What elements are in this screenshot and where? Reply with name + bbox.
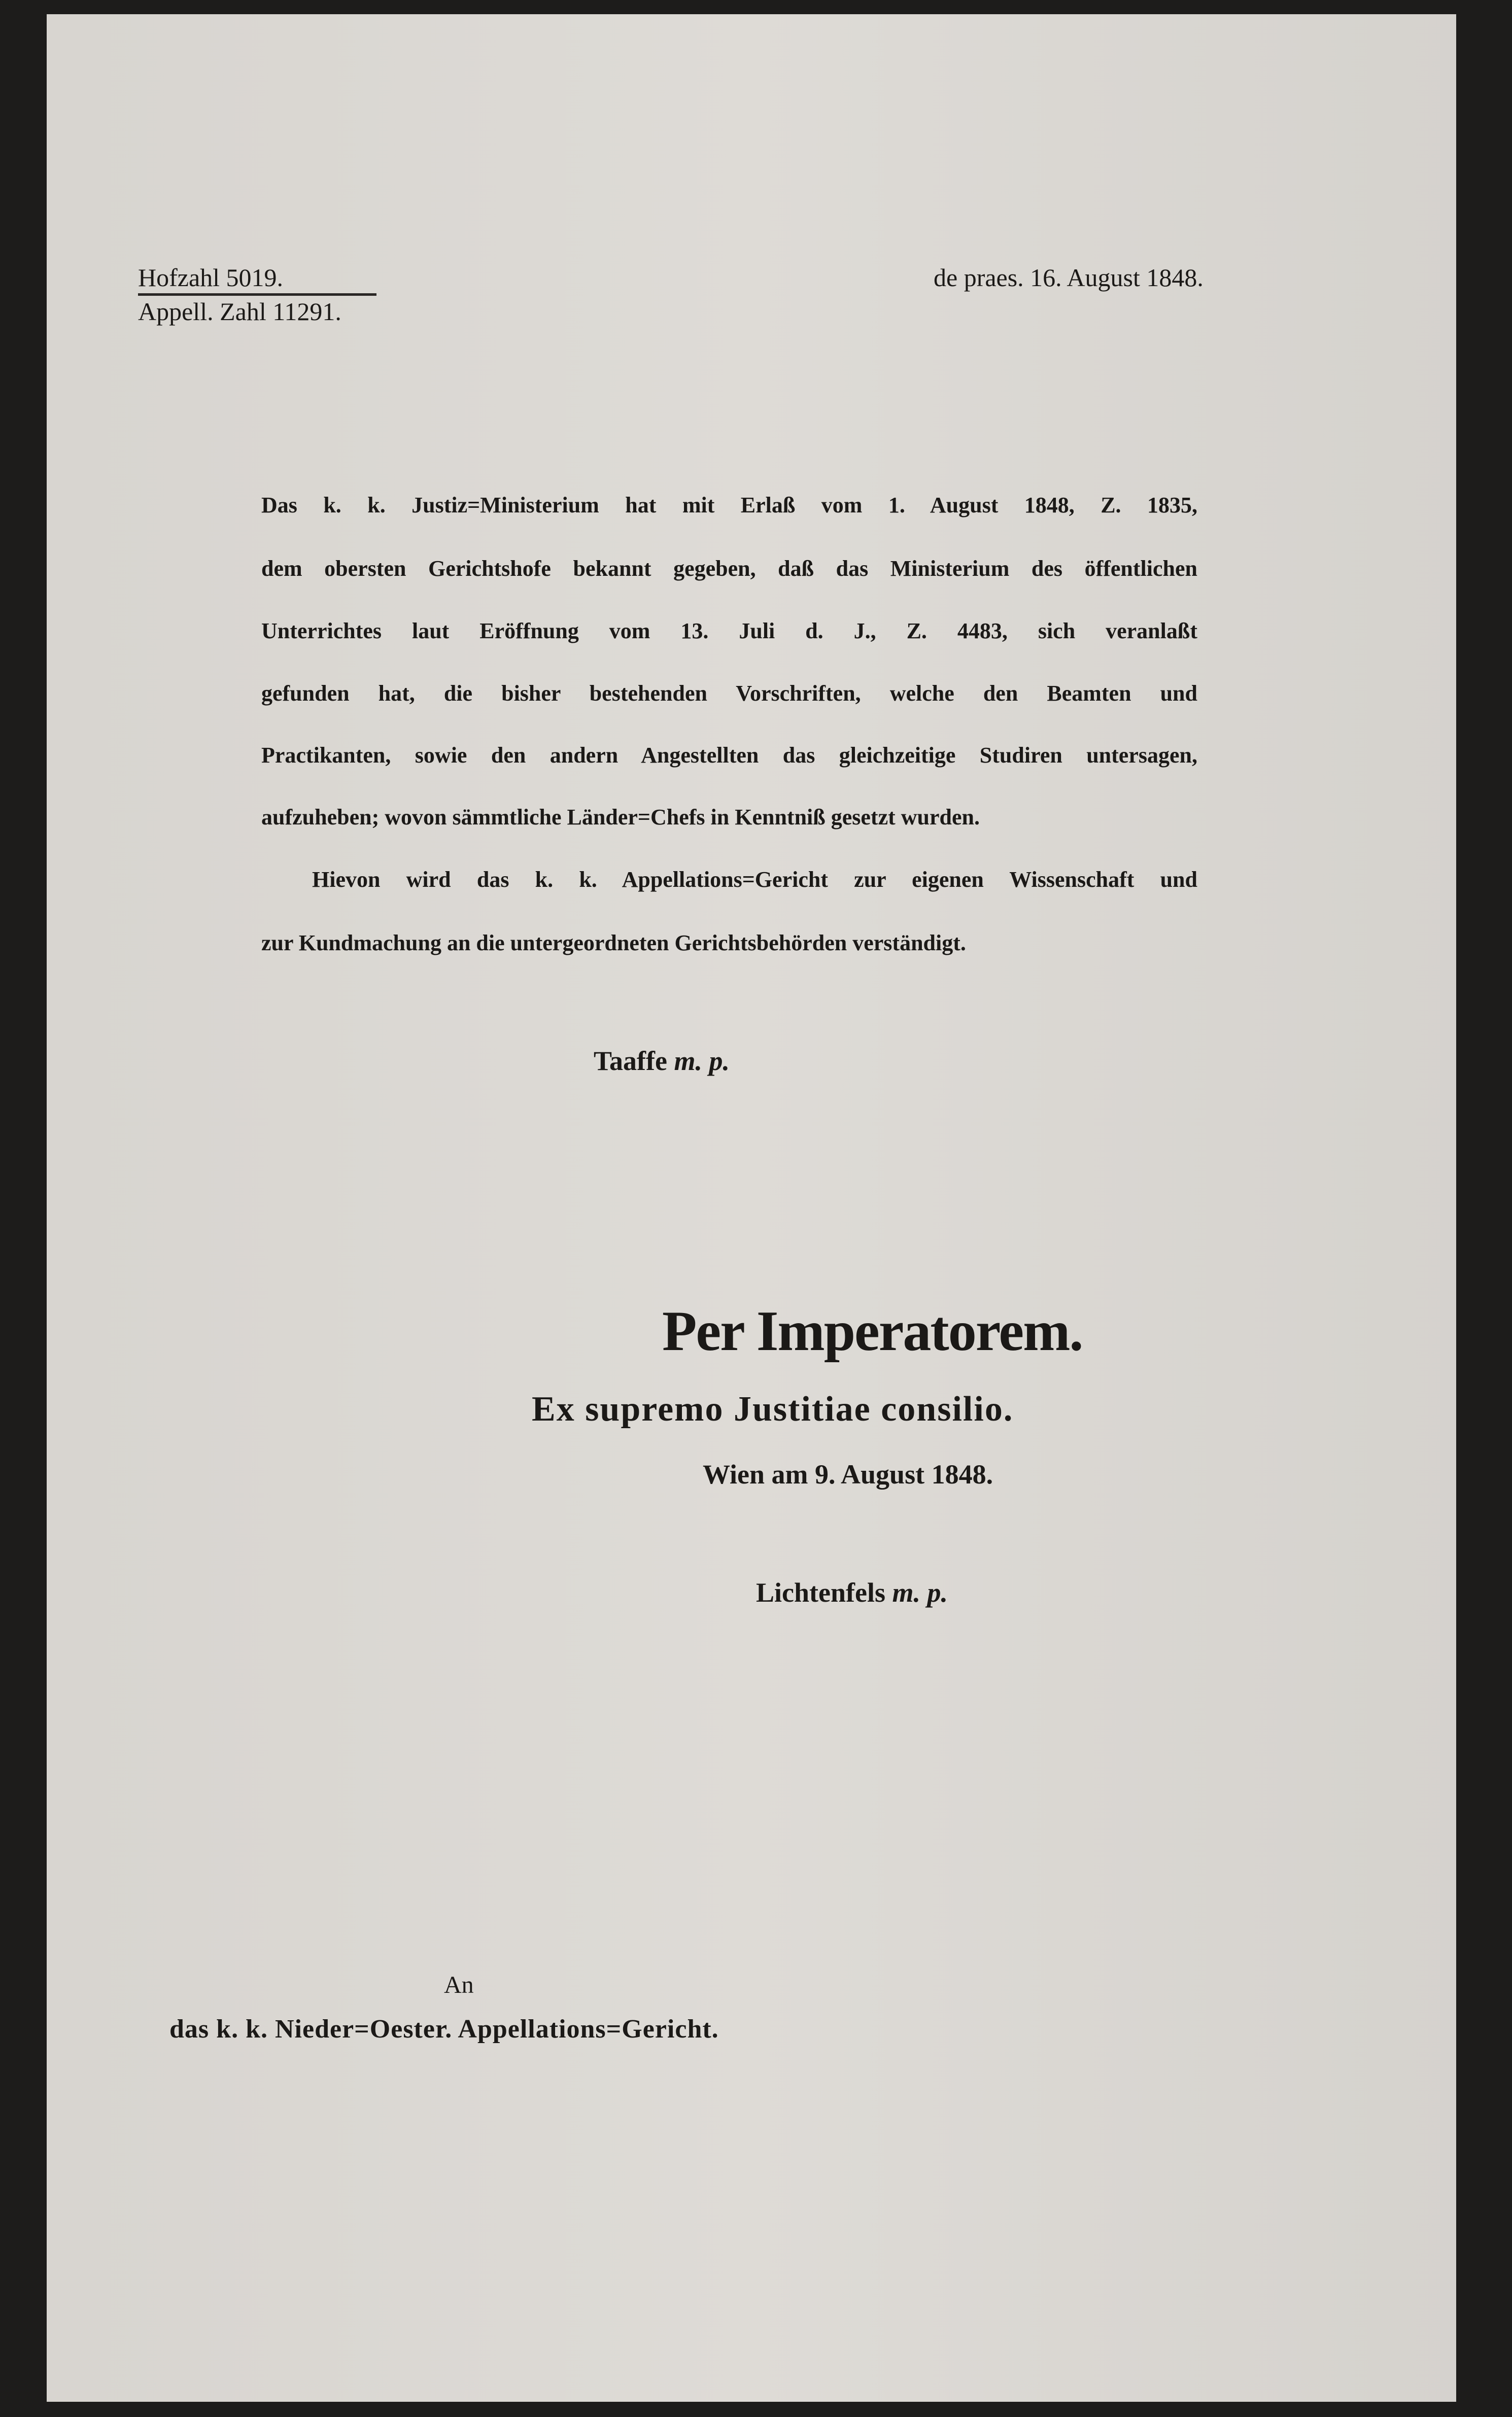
signature-suffix: m. p. [892, 1577, 948, 1608]
body-line: dem obersten Gerichtshofe bekannt gegeben, daß das Ministerium des öffentlichen [261, 556, 1197, 581]
closing-title: Per Imperatorem. [662, 1300, 1083, 1363]
address-to: An [444, 1972, 474, 1998]
signature-suffix: m. p. [674, 1046, 730, 1076]
body-line: Practikanten, sowie den andern Angestellten das gleichzeitige Studiren untersagen, [261, 743, 1197, 768]
body-line: Das k. k. Justiz=Ministerium hat mit Erlaß vom 1. August 1848, Z. 1835, [261, 493, 1197, 517]
signature-taaffe [594, 1045, 730, 1077]
body-line: gefunden hat, die bisher bestehenden Vorschriften, welche den Beamten und [261, 681, 1197, 706]
body-line: zur Kundmachung an die untergeordneten Gerichtsbehörden verständigt. [261, 930, 966, 955]
signature-name: Taaffe [594, 1046, 667, 1076]
signature-name: Lichtenfels [756, 1577, 885, 1608]
body-line: Unterrichtes laut Eröffnung vom 13. Juli d. J., Z. 4483, sich veranlaßt [261, 618, 1197, 643]
date-received: de praes. 16. August 1848. [934, 263, 1204, 292]
place-date: Wien am 9. August 1848. [703, 1459, 993, 1490]
signature-lichtenfels [756, 1577, 948, 1608]
address-recipient: das k. k. Nieder=Oester. Appellations=Gericht. [169, 2015, 719, 2044]
body-line: Hievon wird das k. k. Appellations=Gericht zur eigenen Wissenschaft und [312, 867, 1197, 892]
hofzahl: Hofzahl 5019. [138, 263, 284, 292]
body-line: aufzuheben; wovon sämmtliche Länder=Chefs in Kenntniß gesetzt wurden. [261, 805, 980, 830]
header-rule [138, 293, 376, 296]
appell-zahl: Appell. Zahl 11291. [138, 297, 341, 326]
closing-subtitle: Ex supremo Justitiae consilio. [532, 1390, 1014, 1429]
